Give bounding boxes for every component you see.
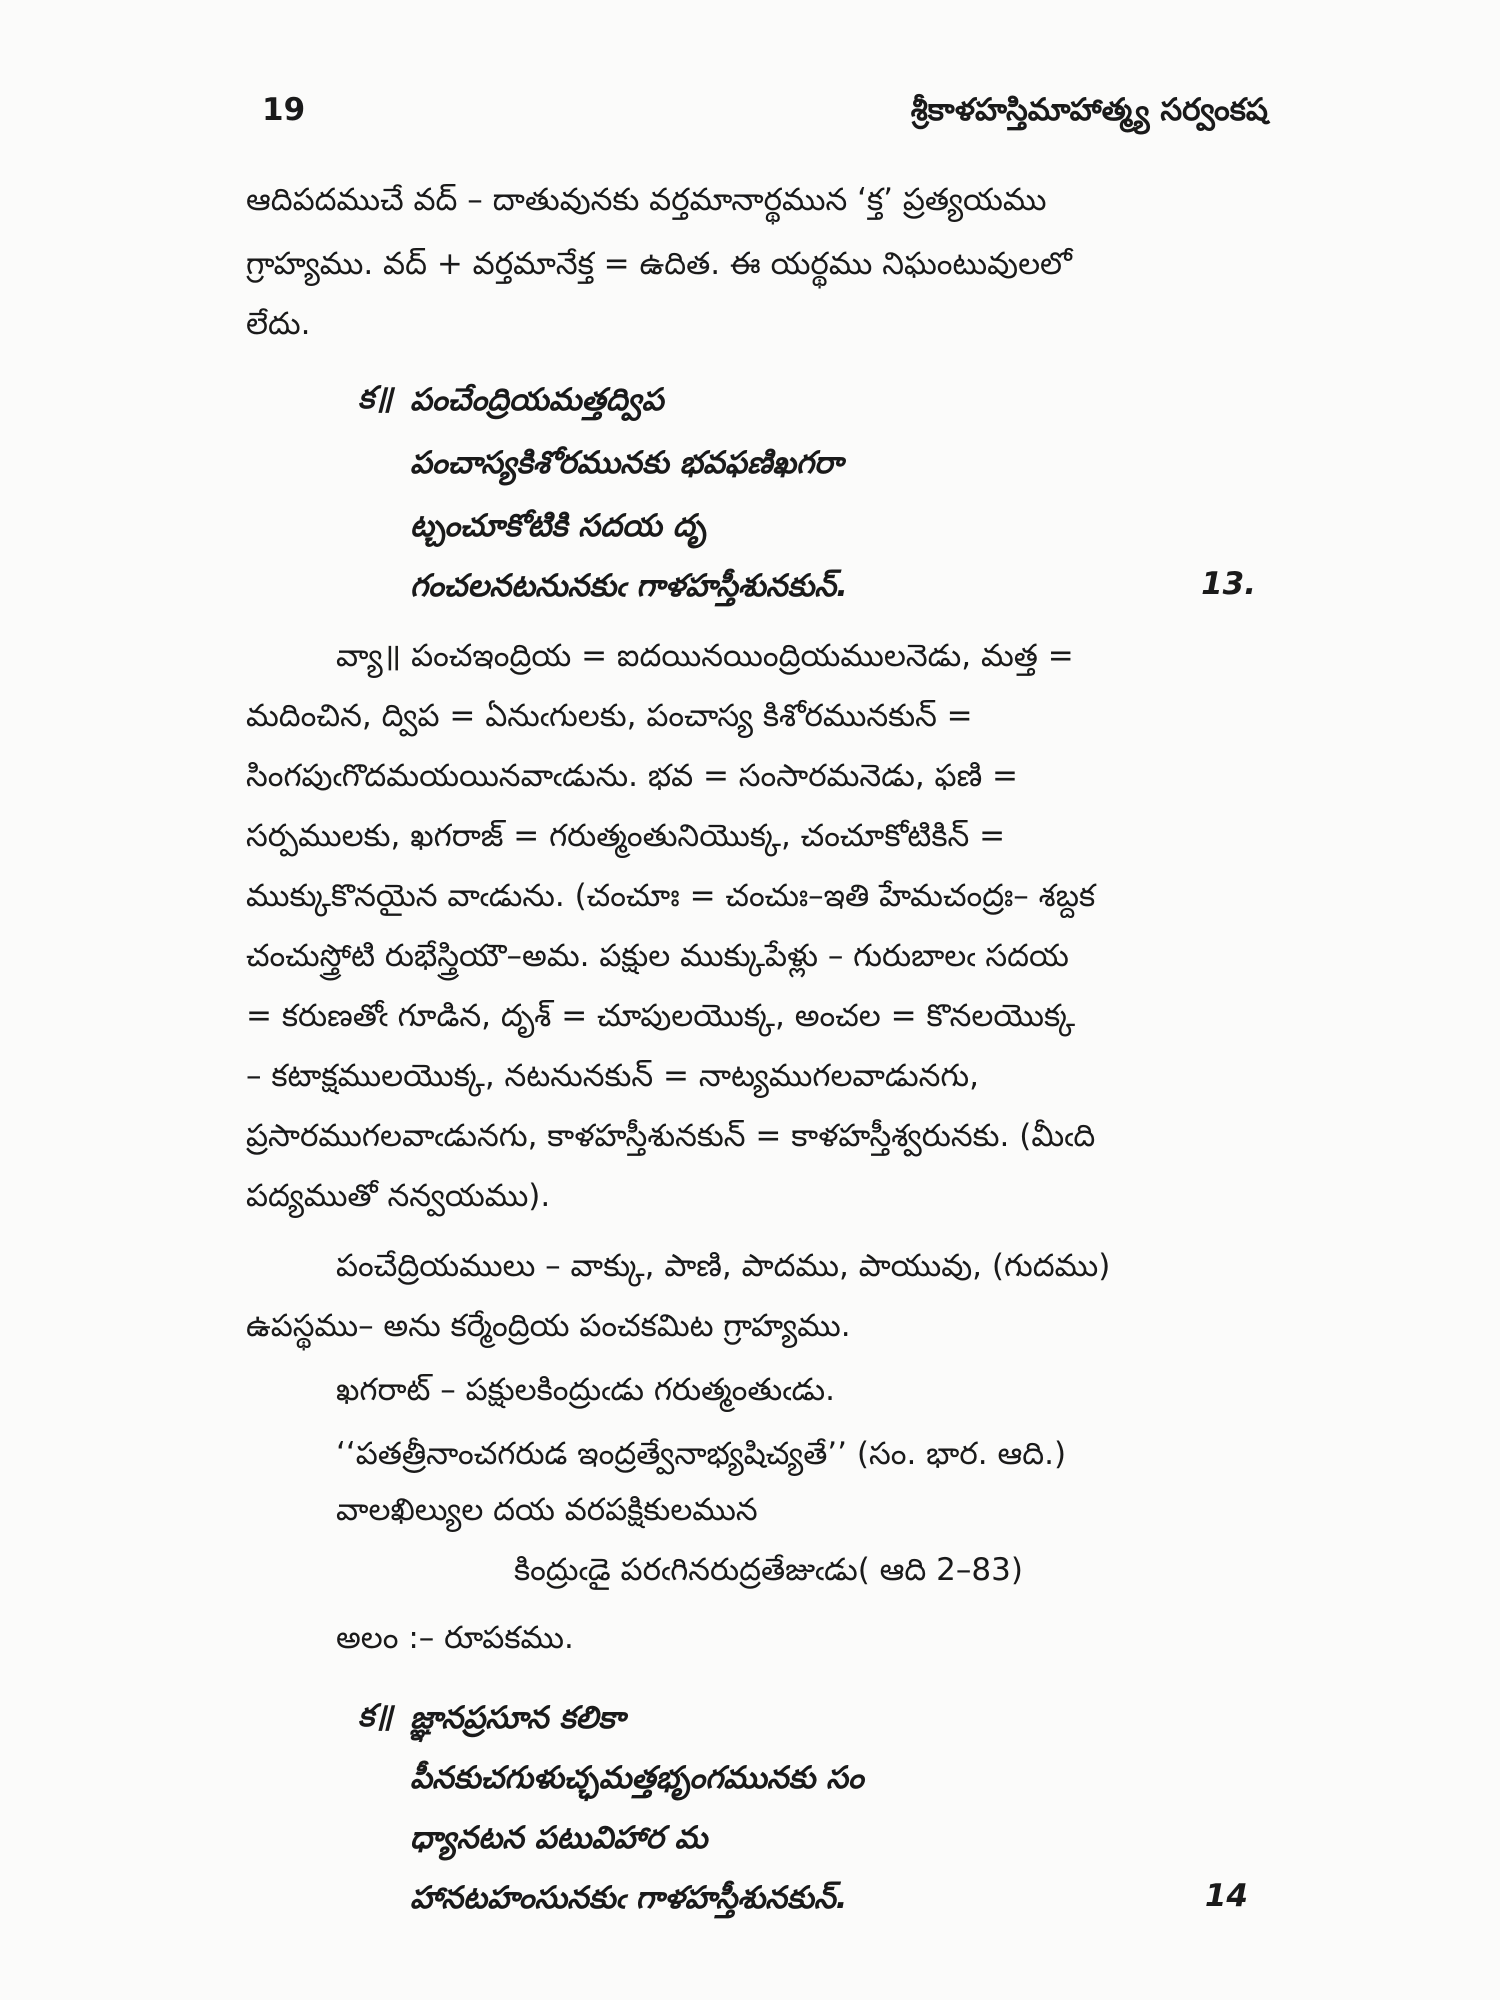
khagarat-line: ఖగరాట్ – పక్షులకింద్రుఁడు గరుత్మంతుఁడు. bbox=[336, 1372, 835, 1408]
page-header bbox=[262, 92, 1268, 142]
commentary-line-6: చంచుస్త్రోటి రుభేస్త్రియౌ–అమ. పక్షుల ముక్కుపేళ్లు – గురుబాలఁ సదయ bbox=[246, 938, 1069, 974]
commentary-line-7: = కరుణతోఁ గూడిన, దృశ్ = చూపులయొక్క, అంచల = కొనలయొక్క bbox=[246, 998, 1076, 1034]
commentary-line-9: ప్రసారముగలవాఁడునగు, కాళహస్తీశునకున్ = కాళహస్తీశ్వరునకు. (మీఁది bbox=[246, 1118, 1096, 1154]
verse13-label: క॥ bbox=[358, 380, 393, 416]
verse13-line-1: పంచేంద్రియమత్తద్విప bbox=[410, 382, 664, 418]
commentary-line-3: సింగపుఁగొదమయయినవాఁడును. భవ = సంసారమనెడు, ఫణి = bbox=[246, 758, 1019, 794]
commentary-line-2: మదించిన, ద్విప = ఏనుఁగులకు, పంచాస్య కిశోరమునకున్ = bbox=[246, 698, 973, 734]
commentary-line-8: – కటాక్షములయొక్క, నటనునకున్ = నాట్యముగలవాడునగు, bbox=[246, 1058, 979, 1094]
intro-line-3: లేదు. bbox=[246, 306, 311, 342]
verse14-number: 14 bbox=[1204, 1878, 1248, 1914]
intro-line-1: ఆదిపదముచే వద్ – దాతువునకు వర్తమానార్థమున ‘క్త’ ప్రత్యయము bbox=[246, 182, 1047, 218]
indriya-line-1: పంచేద్రియములు – వాక్కు, పాణి, పాదము, పాయువు, (గుదము) bbox=[336, 1248, 1111, 1284]
verse14-line-3: ధ్యానటన పటువిహార మ bbox=[410, 1820, 708, 1856]
quote-center-line: కింద్రుఁడై పరఁగినరుద్రతేజుఁడు( ఆది 2–83) bbox=[514, 1552, 1023, 1588]
indriya-line-2: ఉపస్థము– అను కర్మేంద్రియ పంచకమిట గ్రాహ్యము. bbox=[246, 1308, 851, 1344]
verse14-line-1: జ్ఞానప్రసూన కలికా bbox=[410, 1700, 626, 1736]
intro-line-2: గ్రాహ్యము. వద్ + వర్తమానేక్త = ఉదిత. ఈ యర్థము నిఘంటువులలో bbox=[246, 246, 1072, 282]
alankara-line: అలం :– రూపకము. bbox=[336, 1620, 574, 1656]
commentary-line-1: వ్యా॥ పంచఇంద్రియ = ఐదయినయింద్రియములనెడు, మత్త = bbox=[336, 638, 1074, 674]
running-head: శ్రీకాళహస్తిమాహాత్మ్య సర్వంకష bbox=[910, 92, 1268, 128]
verse13-line-4: గంచలనటనునకుఁ గాళహస్తీశునకున్. bbox=[410, 568, 848, 604]
verse14-line-2: పీనకుచగుళుచ్ఛమత్తభృంగమునకు సం bbox=[410, 1760, 864, 1796]
commentary-line-10: పద్యముతో నన్వయము). bbox=[246, 1178, 551, 1214]
quote-line-1: ‘‘పతత్రీనాంచగరుడ ఇంద్రత్వేనాభ్యషిచ్యతే’’ (సం. భార. ఆది.) bbox=[336, 1436, 1067, 1472]
commentary-line-5: ముక్కుకొనయైన వాఁడును. (చంచూః = చంచుః–ఇతి హేమచంద్రః– శబ్దక bbox=[246, 878, 1096, 914]
verse13-line-2: పంచాస్యకిశోరమునకు భవఫణిఖగరా bbox=[410, 445, 844, 481]
verse14-label: క॥ bbox=[358, 1698, 393, 1734]
verse13-number: 13. bbox=[1201, 566, 1256, 602]
verse14-line-4: హానటహంసునకుఁ గాళహస్తీశునకున్. bbox=[410, 1880, 848, 1916]
quote-line-2: వాలఖిల్యుల దయ వరపక్షికులమున bbox=[336, 1492, 758, 1528]
page-number: 19 bbox=[262, 92, 306, 128]
commentary-line-4: సర్పములకు, ఖగరాజ్ = గరుత్మంతునియొక్క, చంచూకోటికిన్ = bbox=[246, 818, 1006, 854]
verse13-line-3: ట్చంచూకోటికి సదయ దృ bbox=[410, 508, 707, 544]
